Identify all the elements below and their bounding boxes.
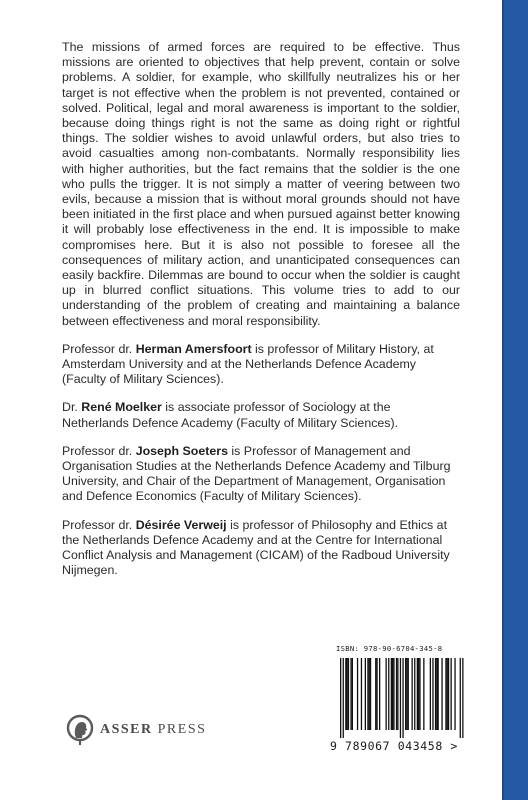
barcode-bar xyxy=(370,658,371,730)
barcode-bar xyxy=(438,658,439,730)
barcode-bar xyxy=(423,658,424,730)
isbn-barcode xyxy=(328,644,474,756)
barcode-bar xyxy=(419,658,420,730)
barcode-bar xyxy=(345,658,346,730)
barcode-bar xyxy=(451,658,452,730)
barcode-bar xyxy=(400,658,401,738)
editor-name: Désirée Verweij xyxy=(135,517,227,532)
asser-press-head-icon xyxy=(66,714,94,746)
editor-prefix: Professor dr. xyxy=(62,517,136,532)
barcode-bar xyxy=(393,658,394,730)
barcode-bar xyxy=(454,658,455,730)
barcode-bar xyxy=(445,658,446,730)
editor-bio xyxy=(62,342,460,388)
barcode-bar xyxy=(448,658,449,730)
ean-digits: 9 789067 043458 > xyxy=(330,739,458,753)
barcode-bar xyxy=(350,658,351,730)
barcode-bar xyxy=(430,658,431,730)
editor-bio-text: is professor of Military History, at Amsterdam University and at the Netherlands Defence Academy (Faculty of Military Sciences). xyxy=(62,341,434,387)
editor-bio-text: is professor of Philosophy and Ethics at the Netherlands Defence Academy and at the Centre for International Conflict Analysis and Management (CICAM) of the Radboud University Nijmegen. xyxy=(62,517,450,578)
barcode-bar xyxy=(441,658,442,730)
barcode-bar xyxy=(408,658,409,730)
barcode-bar xyxy=(369,658,370,730)
barcode-bar xyxy=(365,658,366,730)
barcode-bar xyxy=(417,658,418,730)
barcode-bar xyxy=(348,658,349,730)
barcode-bar xyxy=(388,658,389,730)
barcode-bar xyxy=(406,658,407,730)
barcode-bar xyxy=(376,658,377,730)
isbn-label: ISBN: 978-90-6704-345-8 xyxy=(336,644,443,653)
back-cover-text xyxy=(62,40,460,592)
barcode-bar xyxy=(375,658,376,730)
editor-bio xyxy=(62,518,460,579)
barcode-bar xyxy=(386,658,387,730)
barcode-bar xyxy=(343,658,344,738)
barcode-bar xyxy=(405,658,406,730)
editor-name: Joseph Soeters xyxy=(135,443,228,458)
barcode-bar xyxy=(460,658,461,738)
barcode-bar xyxy=(462,658,463,738)
barcode-bar xyxy=(432,658,433,730)
blurb-paragraph: The missions of armed forces are required to be effective. Thus missions are oriented to objectives that help prevent, contain or solve problems. A soldier, for example, who skillfully neutralizes his or her target is not effective when the problem is not prevented, contained or solved. Political, legal and moral awareness is important to the soldier, because doing things right is not the same as doing right or rightful things. The soldier wishes to avoid unlawful orders, but also tries to avoid casualties among non-combatants. Normally responsibility lies with higher authorities, but the fact remains that the soldier is the one who pulls the trigger. It is not simply a matter of veering between two evils, because a mission that is without moral grounds should not have been initiated in the first place and when pursued against better knowing it will probably lose effectiveness in the end. It is impossible to make compromises here. But it is also not possible to foresee all the consequences of military action, and unanticipated consequences can easily backfire. Dilemmas are bound to occur when the soldier is caught up in blurred conflict situations. This volume tries to add to our understanding of the problem of creating and maintaining a balance between effectiveness and moral responsibility. xyxy=(62,40,460,328)
barcode-bar xyxy=(367,658,368,730)
barcode-bar xyxy=(447,658,448,730)
barcode-bar xyxy=(414,658,415,730)
publisher-logo xyxy=(66,714,206,746)
editor-prefix: Professor dr. xyxy=(62,341,136,356)
barcode-bar xyxy=(396,658,397,730)
barcode-bar xyxy=(418,658,419,730)
barcode-bar xyxy=(435,658,436,730)
barcode-bar xyxy=(347,658,348,730)
barcode-bar xyxy=(361,658,362,730)
publisher-name xyxy=(100,722,206,738)
editor-prefix: Dr. xyxy=(62,400,82,415)
barcode-bar xyxy=(397,658,398,730)
barcode-bar xyxy=(402,658,403,738)
barcode-bar xyxy=(436,658,437,730)
publisher-name-rest: PRESS xyxy=(152,722,207,737)
editor-bio xyxy=(62,400,460,430)
editor-name: René Moelker xyxy=(81,400,162,415)
editor-name: Herman Amersfoort xyxy=(135,341,252,356)
barcode-bar xyxy=(352,658,353,730)
editor-bio-text: is associate professor of Sociology at the Netherlands Defence Academy (Faculty of Military Sciences). xyxy=(62,400,399,430)
editor-bio-text: is Professor of Management and Organisation Studies at the Netherlands Defence Academy and Tilburg University, and Chair of the Department of Management, Organisation and Defence Economics (Faculty of Military Sciences). xyxy=(62,443,451,504)
editor-bio xyxy=(62,444,460,505)
barcode-bar xyxy=(340,658,341,738)
barcode-bar xyxy=(357,658,358,730)
spine-edge xyxy=(502,0,528,800)
barcode-bar xyxy=(412,658,413,730)
barcode-bar xyxy=(392,658,393,730)
barcode-bars xyxy=(332,658,470,738)
editor-prefix: Professor dr. xyxy=(62,443,136,458)
publisher-name-bold: ASSER xyxy=(100,722,153,737)
barcode-bar xyxy=(391,658,392,730)
barcode-bar xyxy=(379,658,380,730)
